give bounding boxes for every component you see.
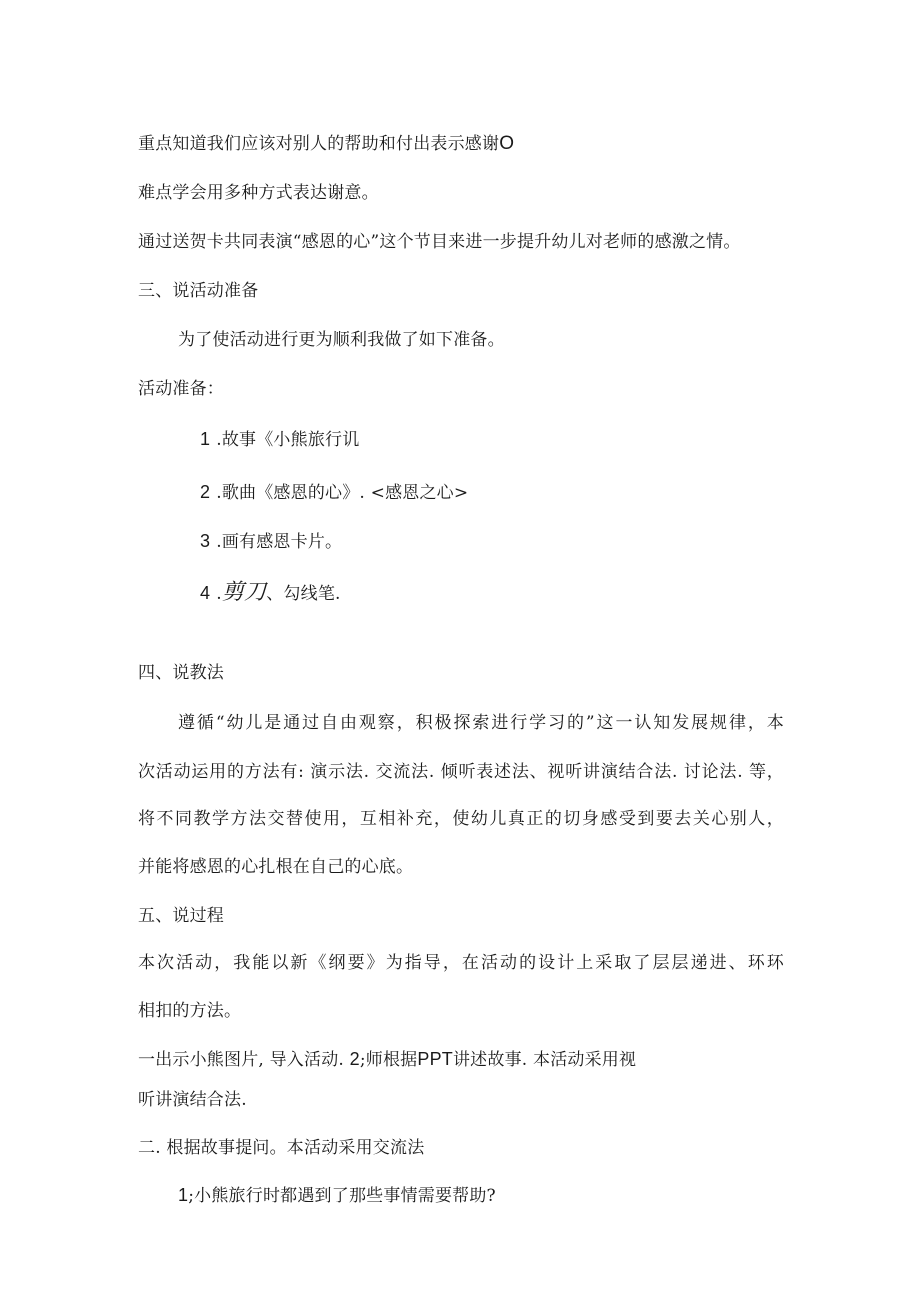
- prep-item-text: .歌曲《感恩的心》. <感恩之心>: [216, 483, 469, 503]
- section4-line-1: 遵循“幼儿是通过自由观察，积极探索进行学习的”这一认知发展规律，本: [178, 713, 784, 733]
- section4-heading: 四、说教法: [138, 663, 224, 683]
- question-text: ;小熊旅行时都遇到了那些事情需要帮助?: [188, 1186, 496, 1206]
- question-number: 1: [178, 1185, 189, 1205]
- prep-item-text: .画有感恩卡片。: [216, 532, 343, 552]
- step1-text-a: 一出示小熊图片, 导入活动.: [138, 1050, 350, 1070]
- prep-item-2: [200, 481, 468, 504]
- step1-continuation: 听讲演结合法.: [138, 1090, 247, 1110]
- step1-text-c: 讲述故事. 本活动采用视: [452, 1050, 637, 1070]
- prep-item-4: [200, 582, 341, 605]
- section5-line-2: 相扣的方法。: [138, 1001, 242, 1021]
- prep-item-3: [200, 530, 342, 553]
- section5-heading: 五、说过程: [138, 906, 224, 926]
- section3-intro: 为了使活动进行更为顺利我做了如下准备。: [178, 330, 505, 350]
- prep-item-number: 2: [200, 482, 211, 502]
- prep-item-number: 1: [200, 429, 211, 449]
- question-1: [178, 1184, 496, 1207]
- prep-item-text: .故事《小熊旅行讥: [216, 430, 360, 450]
- section4-line-2: 次活动运用的方法有: 演示法. 交流法. 倾听表述法、视听讲演结合法. 讨论法. 等，: [138, 762, 784, 782]
- prep-item-text: 、勾线笔.: [266, 584, 341, 604]
- step1-line: [138, 1048, 636, 1071]
- difficulty-line: 难点学会用多种方式表达谢意。: [138, 183, 379, 203]
- step1-text-b: ;师根据: [359, 1050, 418, 1070]
- step2-line: 二. 根据故事提问。本活动采用交流法: [138, 1138, 425, 1158]
- prep-item-number: 3: [200, 531, 211, 551]
- section3-label: 活动准备：: [138, 379, 224, 399]
- section5-line-1: 本次活动，我能以新《纲要》为指导，在活动的设计上采取了层层递进、环环: [138, 953, 784, 973]
- prep-item-emphasis: 剪刀: [221, 580, 267, 605]
- goal-line: 通过送贺卡共同表演“感恩的心”这个节目来进一步提升幼儿对老师的感激之情。: [138, 232, 741, 252]
- step1-number: 2: [349, 1049, 360, 1069]
- section4-line-4: 并能将感恩的心扎根在自己的心底。: [138, 857, 414, 877]
- prep-item-number: 4: [200, 583, 211, 603]
- focus-line: [138, 133, 514, 155]
- focus-tail: O: [499, 133, 515, 154]
- step1-ppt: PPT: [417, 1049, 453, 1069]
- prep-item-1: [200, 428, 359, 451]
- prep-item-prefix: .: [216, 584, 222, 604]
- section3-heading: 三、说活动准备: [138, 281, 259, 301]
- section4-line-3: 将不同教学方法交替使用，互相补充，使幼儿真正的切身感受到要去关心别人，: [138, 809, 784, 829]
- focus-text: 重点知道我们应该对别人的帮助和付出表示感谢: [138, 134, 500, 154]
